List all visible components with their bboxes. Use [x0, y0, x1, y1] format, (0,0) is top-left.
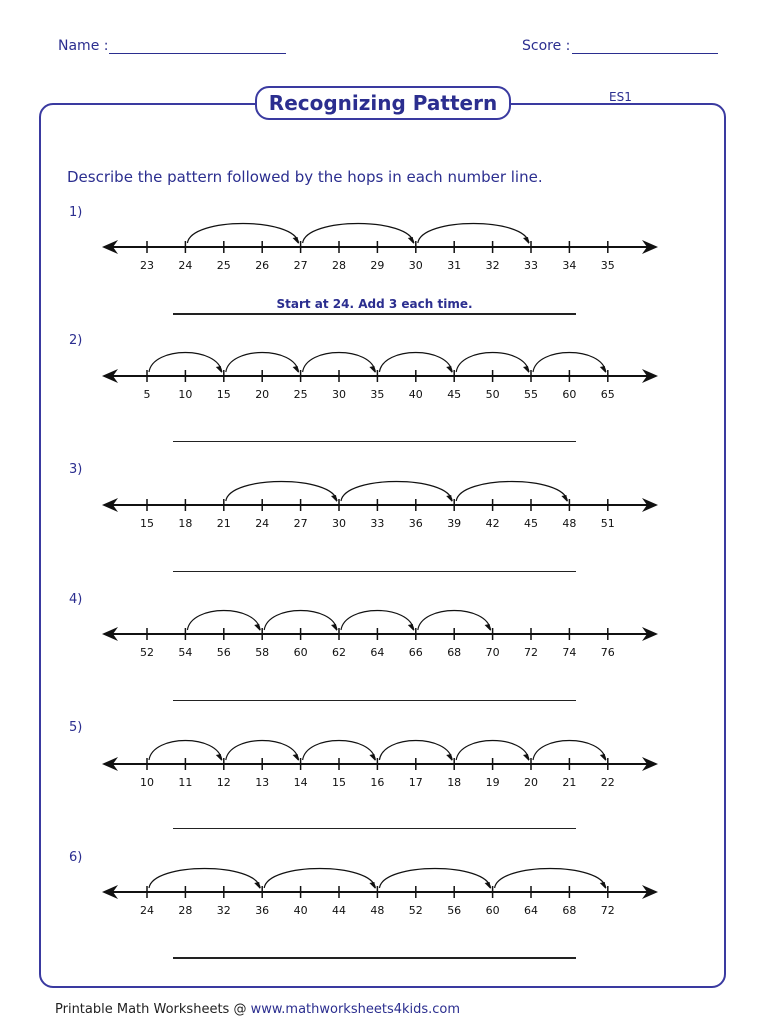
tick-label: 13: [255, 776, 270, 789]
problem-number: 6): [69, 850, 83, 865]
tick-label: 22: [600, 776, 615, 789]
answer-line[interactable]: [173, 313, 576, 315]
tick-label: 18: [178, 517, 193, 530]
tick-label: 36: [255, 904, 270, 917]
tick-label: 44: [332, 904, 346, 917]
tick-label: 17: [408, 776, 423, 789]
hop-arc: [303, 353, 376, 373]
tick-label: 76: [600, 646, 615, 659]
hop-arrowhead-icon: [485, 624, 491, 631]
hop-arrowhead-icon: [485, 882, 491, 889]
hop-arrowhead-icon: [600, 366, 606, 373]
hop-arrowhead-icon: [369, 366, 375, 373]
problem-number: 2): [69, 333, 83, 348]
tick-label: 15: [140, 517, 154, 530]
hop-arrowhead-icon: [369, 754, 375, 761]
hop-arc: [418, 224, 529, 244]
tick-label: 35: [370, 388, 385, 401]
worksheet-title: Recognizing Pattern: [255, 86, 511, 120]
score-label: Score :: [522, 38, 571, 54]
hop-arc: [533, 353, 606, 373]
hop-arc: [379, 353, 452, 373]
name-label: Name :: [58, 38, 109, 54]
hop-arc: [456, 741, 529, 761]
tick-label: 27: [293, 259, 308, 272]
tick-label: 51: [600, 517, 615, 530]
hop-arc: [226, 353, 299, 373]
hop-arc: [418, 611, 491, 631]
tick-label: 16: [370, 776, 385, 789]
tick-label: 60: [293, 646, 308, 659]
tick-label: 20: [255, 388, 270, 401]
answer-line[interactable]: [173, 571, 576, 572]
number-line: [98, 208, 662, 272]
hop-arrowhead-icon: [408, 237, 414, 244]
hop-arc: [264, 869, 375, 889]
answer-text: Start at 24. Add 3 each time.: [276, 297, 473, 311]
hop-arc: [226, 741, 299, 761]
problem-number: 1): [69, 205, 83, 220]
hop-arrowhead-icon: [446, 495, 452, 502]
tick-label: 26: [255, 259, 270, 272]
tick-label: 72: [524, 646, 538, 659]
tick-label: 24: [178, 259, 193, 272]
tick-label: 60: [485, 904, 500, 917]
number-line: [98, 466, 662, 530]
footer-link[interactable]: www.mathworksheets4kids.com: [250, 1002, 461, 1017]
tick-label: 45: [447, 388, 462, 401]
number-line: [98, 725, 662, 789]
tick-label: 31: [447, 259, 462, 272]
tick-label: 25: [293, 388, 308, 401]
hop-arc: [149, 869, 260, 889]
tick-label: 28: [332, 259, 346, 272]
name-field[interactable]: [109, 53, 286, 54]
tick-label: 21: [562, 776, 577, 789]
tick-label: 40: [408, 388, 423, 401]
tick-label: 30: [332, 517, 346, 530]
tick-label: 25: [216, 259, 231, 272]
hop-arrowhead-icon: [293, 366, 299, 373]
hop-arc: [303, 224, 414, 244]
hop-arc: [533, 741, 606, 761]
tick-label: 39: [447, 517, 462, 530]
number-line: [98, 853, 662, 917]
hop-arc: [303, 741, 376, 761]
footer-prefix: Printable Math Worksheets @: [55, 1002, 251, 1017]
hop-arrowhead-icon: [293, 754, 299, 761]
tick-label: 27: [293, 517, 308, 530]
tick-label: 15: [332, 776, 346, 789]
number-line: [98, 595, 662, 659]
tick-label: 34: [562, 259, 577, 272]
hop-arrowhead-icon: [408, 624, 414, 631]
tick-label: 74: [562, 646, 577, 659]
hop-arc: [341, 611, 414, 631]
hop-arc: [149, 353, 222, 373]
tick-label: 55: [524, 388, 538, 401]
tick-label: 19: [485, 776, 500, 789]
score-field[interactable]: [572, 53, 718, 54]
tick-label: 68: [562, 904, 577, 917]
tick-label: 11: [178, 776, 193, 789]
tick-label: 64: [370, 646, 385, 659]
hop-arrowhead-icon: [254, 624, 260, 631]
tick-label: 48: [562, 517, 577, 530]
hop-arrowhead-icon: [600, 882, 606, 889]
problem-number: 4): [69, 592, 83, 607]
hop-arc: [379, 869, 490, 889]
answer-line[interactable]: [173, 828, 576, 829]
tick-label: 15: [216, 388, 231, 401]
tick-label: 64: [524, 904, 538, 917]
tick-label: 24: [140, 904, 154, 917]
answer-line[interactable]: [173, 700, 576, 701]
hop-arrowhead-icon: [600, 754, 606, 761]
tick-label: 52: [408, 904, 423, 917]
tick-label: 50: [485, 388, 500, 401]
tick-label: 18: [447, 776, 462, 789]
tick-label: 42: [485, 517, 500, 530]
tick-label: 5: [143, 388, 151, 401]
tick-label: 54: [178, 646, 193, 659]
worksheet-code: ES1: [609, 90, 632, 104]
tick-label: 30: [408, 259, 423, 272]
answer-line[interactable]: [173, 441, 576, 442]
hop-arrowhead-icon: [216, 366, 222, 373]
problem-number: 5): [69, 720, 83, 735]
tick-label: 14: [293, 776, 308, 789]
tick-label: 70: [485, 646, 500, 659]
hop-arc: [456, 482, 567, 502]
tick-label: 10: [140, 776, 154, 789]
hop-arc: [379, 741, 452, 761]
tick-label: 68: [447, 646, 462, 659]
tick-label: 36: [408, 517, 423, 530]
hop-arrowhead-icon: [293, 237, 299, 244]
hop-arc: [149, 741, 222, 761]
tick-label: 30: [332, 388, 346, 401]
hop-arrowhead-icon: [523, 366, 529, 373]
hop-arrowhead-icon: [446, 366, 452, 373]
problem-number: 3): [69, 462, 83, 477]
tick-label: 58: [255, 646, 270, 659]
hop-arrowhead-icon: [331, 495, 337, 502]
hop-arc: [187, 224, 298, 244]
tick-label: 29: [370, 259, 385, 272]
hop-arrowhead-icon: [561, 495, 567, 502]
tick-label: 28: [178, 904, 193, 917]
tick-label: 23: [140, 259, 154, 272]
tick-label: 60: [562, 388, 577, 401]
tick-label: 24: [255, 517, 270, 530]
instructions: Describe the pattern followed by the hops in each number line.: [67, 168, 543, 186]
number-line: [98, 337, 662, 401]
tick-label: 21: [216, 517, 231, 530]
hop-arrowhead-icon: [254, 882, 260, 889]
tick-label: 33: [370, 517, 385, 530]
tick-label: 52: [140, 646, 154, 659]
hop-arrowhead-icon: [216, 754, 222, 761]
tick-label: 72: [600, 904, 615, 917]
footer: [55, 1002, 460, 1017]
tick-label: 56: [447, 904, 462, 917]
tick-label: 40: [293, 904, 308, 917]
hop-arrowhead-icon: [523, 237, 529, 244]
hop-arc: [264, 611, 337, 631]
tick-label: 35: [600, 259, 615, 272]
tick-label: 48: [370, 904, 385, 917]
tick-label: 62: [332, 646, 346, 659]
tick-label: 65: [600, 388, 615, 401]
hop-arrowhead-icon: [446, 754, 452, 761]
hop-arc: [226, 482, 337, 502]
tick-label: 12: [216, 776, 231, 789]
hop-arc: [187, 611, 260, 631]
hop-arrowhead-icon: [331, 624, 337, 631]
hop-arc: [456, 353, 529, 373]
hop-arrowhead-icon: [523, 754, 529, 761]
tick-label: 45: [524, 517, 538, 530]
answer-line[interactable]: [173, 957, 576, 959]
hop-arc: [341, 482, 452, 502]
tick-label: 32: [485, 259, 500, 272]
tick-label: 56: [216, 646, 231, 659]
tick-label: 10: [178, 388, 193, 401]
hop-arc: [495, 869, 606, 889]
tick-label: 33: [524, 259, 538, 272]
hop-arrowhead-icon: [369, 882, 375, 889]
tick-label: 32: [216, 904, 231, 917]
tick-label: 66: [408, 646, 423, 659]
tick-label: 20: [524, 776, 538, 789]
